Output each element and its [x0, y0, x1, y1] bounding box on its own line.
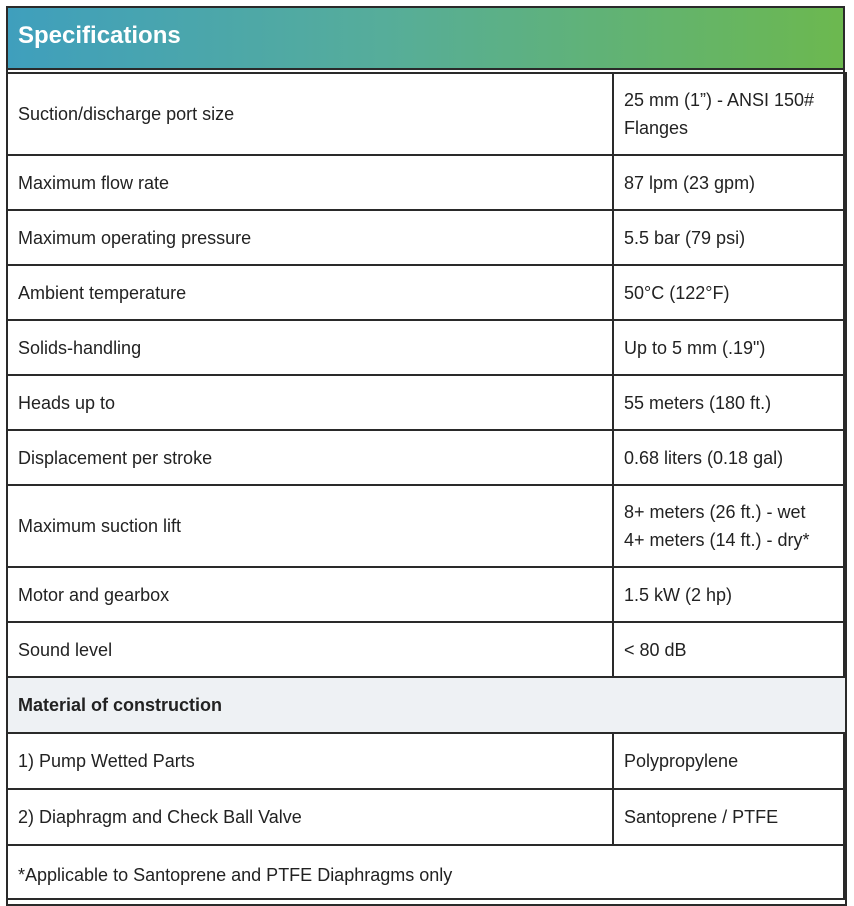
spec-table-body	[7, 73, 846, 905]
spec-label: Sound level	[7, 622, 613, 677]
spec-label: Suction/discharge port size	[7, 73, 613, 155]
material-value: Polypropylene	[613, 733, 846, 789]
spec-value	[613, 622, 846, 677]
spec-value-line: < 80 dB	[624, 639, 687, 660]
spec-label: Motor and gearbox	[7, 567, 613, 622]
spec-row	[7, 485, 846, 567]
spec-row	[7, 622, 846, 677]
spec-value-line: 50°C (122°F)	[624, 282, 730, 303]
spec-value	[613, 567, 846, 622]
material-label: 2) Diaphragm and Check Ball Valve	[7, 789, 613, 845]
spec-value-line: 55 meters (180 ft.)	[624, 392, 772, 413]
spec-table	[6, 72, 847, 906]
footnote-row	[7, 845, 846, 905]
spec-label: Displacement per stroke	[7, 430, 613, 485]
spec-label: Maximum operating pressure	[7, 210, 613, 265]
material-row	[7, 789, 846, 845]
spec-label: Maximum suction lift	[7, 485, 613, 567]
materials-heading: Material of construction	[7, 677, 846, 733]
material-value: Santoprene / PTFE	[613, 789, 846, 845]
spec-value-line: 4+ meters (14 ft.) - dry*	[624, 530, 810, 550]
spec-row	[7, 430, 846, 485]
spec-value	[613, 430, 846, 485]
spec-value	[613, 485, 846, 567]
material-label: 1) Pump Wetted Parts	[7, 733, 613, 789]
page-title: Specifications	[18, 22, 181, 49]
materials-heading-row	[7, 677, 846, 733]
footnote: *Applicable to Santoprene and PTFE Diaphragms only	[7, 845, 846, 905]
spec-row	[7, 375, 846, 430]
spec-value-line: 1.5 kW (2 hp)	[624, 584, 733, 605]
spec-value-line: 87 lpm (23 gpm)	[624, 172, 756, 193]
spec-value	[613, 155, 846, 210]
spec-row	[7, 155, 846, 210]
spec-label: Ambient temperature	[7, 265, 613, 320]
spec-label: Solids-handling	[7, 320, 613, 375]
spec-value	[613, 265, 846, 320]
spec-value-line: 8+ meters (26 ft.) - wet	[624, 502, 806, 522]
spec-value	[613, 320, 846, 375]
spec-value-line: 25 mm (1”) - ANSI 150#	[624, 90, 815, 110]
spec-row	[7, 73, 846, 155]
spec-row	[7, 265, 846, 320]
spec-label: Maximum flow rate	[7, 155, 613, 210]
spec-value	[613, 210, 846, 265]
material-row	[7, 733, 846, 789]
spec-value	[613, 73, 846, 155]
spec-value-line: Up to 5 mm (.19")	[624, 337, 766, 358]
spec-value-line: 0.68 liters (0.18 gal)	[624, 447, 784, 468]
spec-row	[7, 320, 846, 375]
spec-row	[7, 567, 846, 622]
spec-header	[8, 8, 843, 70]
spec-row	[7, 210, 846, 265]
spec-label: Heads up to	[7, 375, 613, 430]
spec-value-line: Flanges	[624, 118, 689, 138]
spec-value-line: 5.5 bar (79 psi)	[624, 227, 746, 248]
spec-value	[613, 375, 846, 430]
